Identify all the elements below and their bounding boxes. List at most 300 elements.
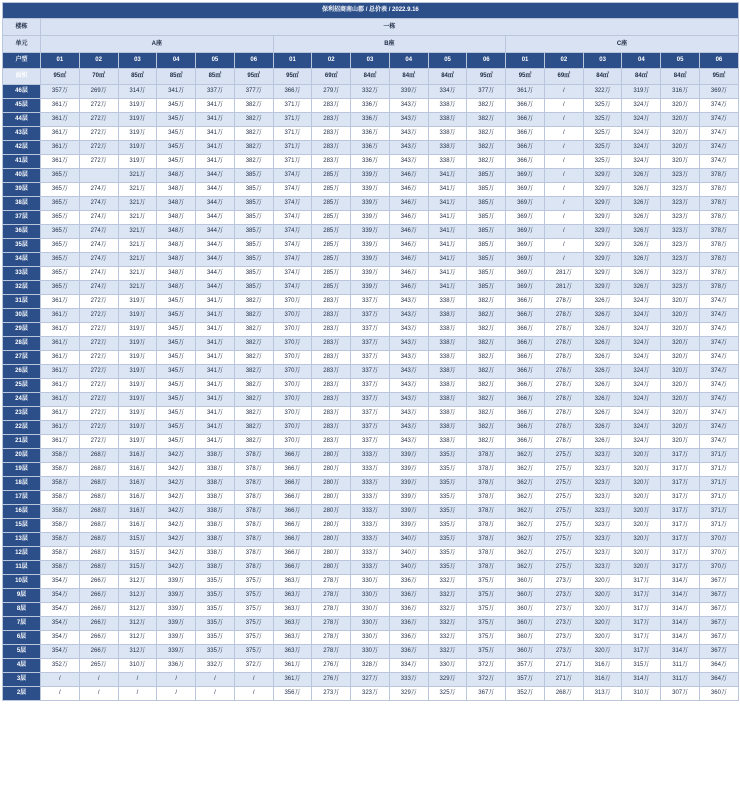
- price-cell: 272万: [79, 99, 118, 113]
- price-cell: 378万: [234, 547, 273, 561]
- price-cell: 366万: [506, 421, 545, 435]
- price-cell: 280万: [312, 477, 351, 491]
- price-cell: 382万: [467, 309, 506, 323]
- price-cell: 329万: [583, 239, 622, 253]
- price-cell: 337万: [351, 435, 390, 449]
- floor-row: [3, 183, 739, 197]
- price-cell: 360万: [506, 589, 545, 603]
- price-cell: 385万: [234, 267, 273, 281]
- floor-label: 17层: [3, 491, 41, 505]
- price-cell: 341万: [428, 183, 467, 197]
- price-cell: 375万: [234, 617, 273, 631]
- unit-b: B座: [273, 36, 506, 53]
- price-cell: 361万: [41, 351, 80, 365]
- price-cell: 378万: [700, 211, 739, 225]
- price-cell: 319万: [118, 99, 157, 113]
- price-cell: 283万: [312, 155, 351, 169]
- price-cell: 320万: [583, 589, 622, 603]
- price-cell: 382万: [467, 295, 506, 309]
- price-cell: 272万: [79, 113, 118, 127]
- price-cell: 385万: [467, 197, 506, 211]
- price-cell: 374万: [273, 239, 312, 253]
- floor-row: [3, 617, 739, 631]
- price-cell: 317万: [661, 449, 700, 463]
- floor-row: [3, 141, 739, 155]
- price-cell: 330万: [351, 589, 390, 603]
- floor-label: 38层: [3, 197, 41, 211]
- price-cell: 332万: [428, 603, 467, 617]
- price-cell: 374万: [700, 141, 739, 155]
- price-cell: 324万: [622, 113, 661, 127]
- price-cell: 366万: [506, 309, 545, 323]
- price-cell: 361万: [41, 323, 80, 337]
- price-cell: 324万: [622, 365, 661, 379]
- floor-label: 24层: [3, 393, 41, 407]
- price-cell: 325万: [583, 127, 622, 141]
- price-cell: 335万: [428, 463, 467, 477]
- price-cell: 280万: [312, 561, 351, 575]
- price-cell: 343万: [389, 407, 428, 421]
- price-cell: 276万: [312, 673, 351, 687]
- price-cell: 283万: [312, 309, 351, 323]
- price-cell: 370万: [273, 435, 312, 449]
- floor-row: [3, 589, 739, 603]
- price-cell: 314万: [661, 589, 700, 603]
- price-cell: 324万: [622, 295, 661, 309]
- price-cell: 362万: [506, 463, 545, 477]
- price-cell: 374万: [273, 197, 312, 211]
- price-cell: 333万: [351, 491, 390, 505]
- price-cell: 362万: [506, 561, 545, 575]
- price-cell: 374万: [273, 211, 312, 225]
- price-cell: 335万: [196, 575, 235, 589]
- price-cell: 272万: [79, 351, 118, 365]
- price-cell: 275万: [544, 533, 583, 547]
- area-cell: 95㎡: [467, 69, 506, 85]
- price-cell: 382万: [234, 407, 273, 421]
- price-cell: 320万: [661, 393, 700, 407]
- price-cell: 364万: [700, 673, 739, 687]
- floor-label: 32层: [3, 281, 41, 295]
- price-cell: /: [157, 687, 196, 701]
- price-cell: 354万: [41, 631, 80, 645]
- price-cell: 268万: [79, 561, 118, 575]
- price-cell: 285万: [312, 267, 351, 281]
- price-cell: 382万: [234, 379, 273, 393]
- price-cell: 362万: [506, 547, 545, 561]
- price-cell: 280万: [312, 491, 351, 505]
- price-cell: 378万: [467, 519, 506, 533]
- price-cell: 357万: [506, 673, 545, 687]
- price-cell: 273万: [312, 687, 351, 701]
- price-cell: 336万: [389, 603, 428, 617]
- price-cell: 385万: [234, 225, 273, 239]
- price-cell: 348万: [157, 267, 196, 281]
- price-cell: 321万: [118, 183, 157, 197]
- price-cell: 382万: [467, 99, 506, 113]
- price-cell: 367万: [700, 575, 739, 589]
- area-cell: 84㎡: [428, 69, 467, 85]
- price-cell: 329万: [583, 197, 622, 211]
- price-cell: 382万: [234, 113, 273, 127]
- floor-row: [3, 575, 739, 589]
- price-cell: 329万: [389, 687, 428, 701]
- price-cell: 362万: [506, 505, 545, 519]
- price-cell: 371万: [273, 99, 312, 113]
- price-cell: 344万: [196, 197, 235, 211]
- floor-row: [3, 365, 739, 379]
- room-type-cell: 06: [700, 53, 739, 69]
- floor-label: 8层: [3, 603, 41, 617]
- price-cell: 339万: [389, 519, 428, 533]
- price-cell: 362万: [506, 477, 545, 491]
- price-cell: 345万: [157, 351, 196, 365]
- price-cell: 335万: [428, 491, 467, 505]
- price-cell: 272万: [79, 365, 118, 379]
- price-cell: 378万: [467, 547, 506, 561]
- floor-row: [3, 491, 739, 505]
- price-cell: 385万: [467, 183, 506, 197]
- room-type-cell: 03: [351, 53, 390, 69]
- price-cell: 361万: [41, 435, 80, 449]
- price-cell: 371万: [273, 155, 312, 169]
- price-cell: 358万: [41, 477, 80, 491]
- price-cell: 333万: [351, 463, 390, 477]
- room-type-cell: 06: [467, 53, 506, 69]
- price-cell: 341万: [196, 295, 235, 309]
- price-cell: 336万: [351, 113, 390, 127]
- price-cell: 366万: [273, 477, 312, 491]
- price-cell: 323万: [661, 281, 700, 295]
- price-cell: 354万: [41, 603, 80, 617]
- price-cell: 361万: [273, 659, 312, 673]
- price-cell: 326万: [622, 239, 661, 253]
- price-cell: 329万: [583, 225, 622, 239]
- price-cell: 374万: [273, 169, 312, 183]
- price-cell: 312万: [118, 645, 157, 659]
- price-cell: 365万: [41, 197, 80, 211]
- price-cell: 268万: [79, 519, 118, 533]
- price-cell: 343万: [389, 365, 428, 379]
- price-cell: 382万: [467, 421, 506, 435]
- area-cell: 84㎡: [622, 69, 661, 85]
- price-cell: 329万: [583, 281, 622, 295]
- price-cell: 366万: [506, 393, 545, 407]
- price-cell: 317万: [661, 547, 700, 561]
- price-cell: 382万: [234, 435, 273, 449]
- price-cell: 317万: [622, 645, 661, 659]
- price-cell: 345万: [157, 295, 196, 309]
- price-cell: 343万: [389, 337, 428, 351]
- price-cell: 338万: [428, 379, 467, 393]
- price-cell: 371万: [700, 463, 739, 477]
- price-cell: 385万: [234, 281, 273, 295]
- price-cell: 325万: [583, 113, 622, 127]
- price-cell: 339万: [351, 281, 390, 295]
- price-cell: 320万: [661, 323, 700, 337]
- price-cell: 332万: [428, 589, 467, 603]
- floor-label: 10层: [3, 575, 41, 589]
- area-cell: 85㎡: [196, 69, 235, 85]
- price-cell: 324万: [622, 407, 661, 421]
- price-cell: 326万: [583, 379, 622, 393]
- price-cell: 319万: [118, 393, 157, 407]
- price-cell: 335万: [428, 547, 467, 561]
- price-cell: 326万: [622, 169, 661, 183]
- price-cell: 338万: [428, 365, 467, 379]
- floor-row: [3, 379, 739, 393]
- price-cell: 378万: [467, 505, 506, 519]
- price-cell: /: [544, 197, 583, 211]
- price-cell: 378万: [234, 519, 273, 533]
- price-cell: 366万: [273, 463, 312, 477]
- floor-label: 44层: [3, 113, 41, 127]
- floor-row: [3, 631, 739, 645]
- price-cell: 341万: [428, 253, 467, 267]
- price-cell: 283万: [312, 379, 351, 393]
- price-cell: 319万: [118, 309, 157, 323]
- floor-label: 46层: [3, 85, 41, 99]
- price-cell: 341万: [196, 407, 235, 421]
- price-cell: 378万: [700, 183, 739, 197]
- price-cell: 370万: [273, 393, 312, 407]
- price-cell: 339万: [157, 645, 196, 659]
- price-cell: 343万: [389, 309, 428, 323]
- price-cell: 363万: [273, 603, 312, 617]
- price-cell: 341万: [196, 379, 235, 393]
- price-cell: 360万: [506, 631, 545, 645]
- price-cell: 326万: [583, 435, 622, 449]
- price-cell: 323万: [583, 519, 622, 533]
- price-cell: /: [544, 99, 583, 113]
- unit-a: A座: [41, 36, 274, 53]
- price-cell: 323万: [583, 477, 622, 491]
- price-cell: 341万: [196, 309, 235, 323]
- price-cell: /: [544, 169, 583, 183]
- price-cell: 374万: [700, 407, 739, 421]
- area-cell: 85㎡: [157, 69, 196, 85]
- price-cell: 317万: [661, 505, 700, 519]
- price-cell: 341万: [428, 267, 467, 281]
- price-cell: 345万: [157, 365, 196, 379]
- price-cell: 374万: [700, 323, 739, 337]
- price-cell: 385万: [234, 197, 273, 211]
- price-cell: 338万: [428, 309, 467, 323]
- price-cell: 357万: [41, 85, 80, 99]
- room-type-cell: 01: [41, 53, 80, 69]
- price-cell: 337万: [351, 351, 390, 365]
- price-cell: 370万: [700, 561, 739, 575]
- price-cell: 342万: [157, 477, 196, 491]
- price-cell: 374万: [273, 253, 312, 267]
- price-cell: 339万: [389, 85, 428, 99]
- price-cell: 366万: [506, 407, 545, 421]
- floor-label: 45层: [3, 99, 41, 113]
- price-cell: 338万: [428, 295, 467, 309]
- price-cell: 332万: [196, 659, 235, 673]
- price-cell: 356万: [273, 687, 312, 701]
- price-cell: 275万: [544, 547, 583, 561]
- price-cell: /: [234, 673, 273, 687]
- price-cell: 336万: [351, 155, 390, 169]
- floor-row: [3, 449, 739, 463]
- area-cell: 84㎡: [351, 69, 390, 85]
- room-type-cell: 02: [544, 53, 583, 69]
- room-type-cell: 02: [312, 53, 351, 69]
- price-cell: 271万: [544, 673, 583, 687]
- price-cell: /: [41, 687, 80, 701]
- room-type-cell: 03: [118, 53, 157, 69]
- floor-label: 18层: [3, 477, 41, 491]
- price-cell: 346万: [389, 197, 428, 211]
- price-cell: 326万: [622, 197, 661, 211]
- price-cell: 330万: [351, 631, 390, 645]
- price-cell: 283万: [312, 351, 351, 365]
- price-cell: 382万: [467, 407, 506, 421]
- price-cell: 365万: [41, 281, 80, 295]
- price-cell: 341万: [428, 225, 467, 239]
- price-cell: 276万: [312, 659, 351, 673]
- floor-row: [3, 281, 739, 295]
- price-cell: 382万: [467, 155, 506, 169]
- floor-label: 5层: [3, 645, 41, 659]
- price-cell: 374万: [700, 393, 739, 407]
- price-cell: 326万: [583, 393, 622, 407]
- price-cell: 362万: [506, 519, 545, 533]
- price-cell: 343万: [389, 379, 428, 393]
- price-cell: 320万: [583, 603, 622, 617]
- floor-row: [3, 547, 739, 561]
- price-cell: 274万: [79, 225, 118, 239]
- price-cell: 382万: [234, 155, 273, 169]
- area-cell: 95㎡: [700, 69, 739, 85]
- price-cell: 382万: [234, 323, 273, 337]
- price-cell: 338万: [428, 337, 467, 351]
- price-cell: /: [118, 687, 157, 701]
- price-cell: 361万: [41, 337, 80, 351]
- price-cell: 315万: [622, 659, 661, 673]
- price-cell: 321万: [118, 169, 157, 183]
- price-cell: 382万: [467, 393, 506, 407]
- price-cell: 278万: [312, 575, 351, 589]
- price-cell: 339万: [351, 253, 390, 267]
- price-cell: 341万: [428, 211, 467, 225]
- price-cell: 319万: [118, 351, 157, 365]
- price-cell: 375万: [234, 575, 273, 589]
- price-cell: 323万: [583, 561, 622, 575]
- price-cell: 323万: [583, 547, 622, 561]
- floor-label: 34层: [3, 253, 41, 267]
- price-cell: 366万: [273, 491, 312, 505]
- floor-label: 40层: [3, 169, 41, 183]
- price-cell: 278万: [544, 295, 583, 309]
- price-cell: 325万: [583, 155, 622, 169]
- price-cell: 385万: [234, 169, 273, 183]
- price-cell: 338万: [196, 561, 235, 575]
- price-cell: 336万: [351, 99, 390, 113]
- price-cell: 338万: [196, 491, 235, 505]
- price-cell: 332万: [428, 575, 467, 589]
- price-cell: 370万: [273, 295, 312, 309]
- price-cell: 352万: [506, 687, 545, 701]
- price-cell: 272万: [79, 141, 118, 155]
- price-cell: 337万: [351, 295, 390, 309]
- price-cell: 343万: [389, 295, 428, 309]
- price-cell: 342万: [157, 449, 196, 463]
- price-cell: 271万: [544, 659, 583, 673]
- price-cell: 274万: [79, 211, 118, 225]
- price-cell: 366万: [506, 127, 545, 141]
- price-cell: 312万: [118, 631, 157, 645]
- price-cell: 360万: [506, 645, 545, 659]
- price-cell: 369万: [700, 85, 739, 99]
- price-cell: 273万: [544, 575, 583, 589]
- price-cell: 342万: [157, 547, 196, 561]
- price-cell: 385万: [234, 183, 273, 197]
- price-cell: 342万: [157, 505, 196, 519]
- price-cell: 321万: [118, 225, 157, 239]
- price-cell: 385万: [234, 211, 273, 225]
- floor-row: [3, 169, 739, 183]
- price-cell: 310万: [118, 659, 157, 673]
- price-cell: 366万: [273, 505, 312, 519]
- price-cell: 361万: [41, 421, 80, 435]
- floor-row: [3, 211, 739, 225]
- price-cell: 338万: [428, 351, 467, 365]
- price-cell: 320万: [622, 547, 661, 561]
- floor-row: [3, 687, 739, 701]
- price-cell: 378万: [234, 463, 273, 477]
- price-cell: 363万: [273, 631, 312, 645]
- price-cell: 325万: [583, 99, 622, 113]
- price-cell: 323万: [661, 183, 700, 197]
- floor-row: [3, 435, 739, 449]
- price-cell: 321万: [118, 197, 157, 211]
- price-cell: 382万: [234, 141, 273, 155]
- floor-row: [3, 85, 739, 99]
- price-cell: 339万: [157, 575, 196, 589]
- floor-label: 33层: [3, 267, 41, 281]
- price-cell: 342万: [157, 463, 196, 477]
- price-cell: 343万: [389, 393, 428, 407]
- floor-label: 3层: [3, 673, 41, 687]
- price-cell: 341万: [428, 169, 467, 183]
- price-cell: 324万: [622, 141, 661, 155]
- price-cell: 330万: [351, 603, 390, 617]
- price-cell: 339万: [351, 225, 390, 239]
- price-cell: 268万: [79, 477, 118, 491]
- price-cell: 275万: [544, 491, 583, 505]
- price-cell: 320万: [583, 617, 622, 631]
- price-cell: 315万: [118, 561, 157, 575]
- price-cell: 280万: [312, 449, 351, 463]
- price-cell: 268万: [79, 449, 118, 463]
- price-cell: 338万: [428, 407, 467, 421]
- price-cell: 367万: [700, 589, 739, 603]
- price-cell: 335万: [196, 603, 235, 617]
- price-cell: 361万: [41, 309, 80, 323]
- price-cell: 275万: [544, 561, 583, 575]
- price-cell: 319万: [118, 407, 157, 421]
- price-cell: 341万: [196, 365, 235, 379]
- price-cell: 344万: [196, 169, 235, 183]
- floor-label: 23层: [3, 407, 41, 421]
- price-cell: 316万: [118, 519, 157, 533]
- price-cell: 357万: [506, 659, 545, 673]
- floor-label: 2层: [3, 687, 41, 701]
- price-cell: 317万: [661, 477, 700, 491]
- price-cell: 385万: [467, 281, 506, 295]
